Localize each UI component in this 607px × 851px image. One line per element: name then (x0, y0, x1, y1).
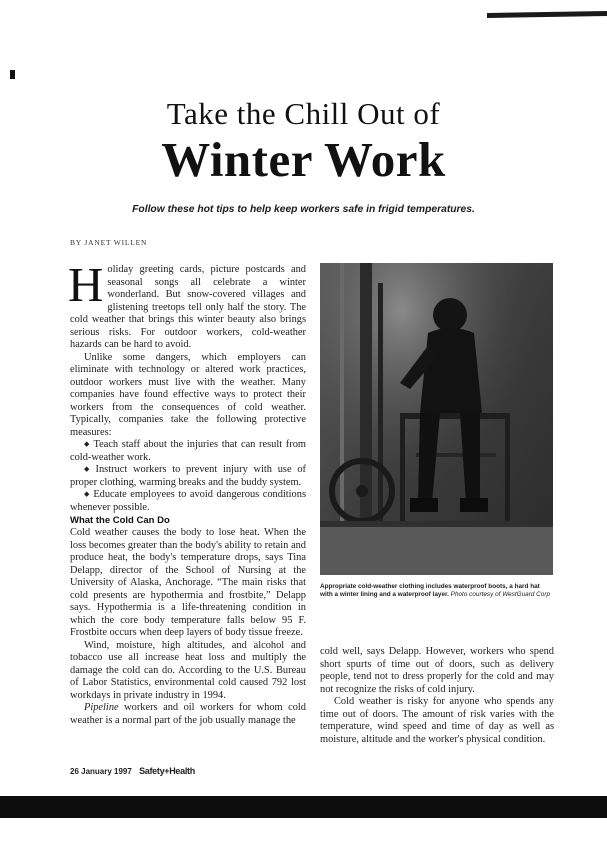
byline: BY JANET WILLEN (70, 238, 148, 247)
page-footer (70, 766, 195, 776)
right-column (320, 646, 554, 746)
article-photo (320, 263, 553, 575)
scan-mark (10, 70, 15, 79)
bullet-item: ◆ Teach staff about the injuries that can result from cold-weather work. (70, 439, 306, 464)
paragraph-5-italic: Pipeline (84, 702, 119, 713)
paragraph-3: Cold weather causes the body to lose heat. When the loss becomes greater than the body's ability to retain and produce heat, the body's temperature drops, says Tina Delapp, director of the School of Nursing at the University of Alaska, Anchorage. “The main risks that cold presents are hypothermia and frostbite,” Delapp says. Hypothermia is a life-threatening condition in which the core body temperature falls below 95 F. Frostbite occurs when deep layers of body tissue freeze. (70, 527, 306, 638)
photo-caption (320, 583, 554, 600)
bullet-item: ◆ Educate employees to avoid dangerous conditions whenever possible. (70, 489, 306, 514)
caption-credit: Photo courtesy of WestGuard Corp (448, 591, 551, 599)
title-line-2: Winter Work (161, 132, 446, 187)
bullet-item: ◆ Instruct workers to prevent injury with use of proper clothing, warming breaks and the buddy system. (70, 464, 306, 489)
scan-edge-top (0, 0, 607, 22)
left-column (68, 257, 307, 727)
paragraph-7: Cold weather is risky for anyone who spends any time out of doors. The amount of risk varies with the temperature, wind speed and time of day as well as moisture, altitude and the worker's physical condition. (320, 696, 554, 745)
paragraph-5-text: workers and oil workers for whom cold weather is a normal part of the job usually manage the (70, 702, 306, 726)
deck-subtitle: Follow these hot tips to help keep workers safe in frigid temperatures. (132, 204, 475, 215)
worker-photo-illustration (320, 263, 553, 575)
section-subhead: What the Cold Can Do (70, 515, 170, 526)
paragraph-5 (70, 702, 306, 727)
caption-bold: Appropriate cold-weather clothing includes waterproof boots, a hard hat with a winter lining and a waterproof layer. (320, 583, 540, 599)
paragraph-intro-text: oliday greeting cards, picture postcards and seasonal songs all celebrate a winter wonderland. But snow-covered villages and glistening treetops tell only half the story. The cold weather that brings this winter beauty also brings serious risks. For outdoor workers, cold-weather hazards can be hard to avoid. (70, 264, 306, 350)
paragraph-6: cold well, says Delapp. However, workers who spend short spurts of time out of doors, such as delivery people, tend not to dress properly for the cold and may not recognize the risks of cold injury. (320, 646, 554, 695)
paragraph-4: Wind, moisture, high altitudes, and alcohol and tobacco use all increase heat loss and multiply the damage the cold can do. According to the U.S. Bureau of Labor Statistics, environmental cold caused 792 lost workdays in private industry in 1994. (70, 639, 306, 701)
drop-cap: H (68, 257, 104, 312)
page-number-date: 26 January 1997 (70, 767, 132, 776)
paragraph-intro (68, 257, 306, 352)
title-line-1: Take the Chill Out of (166, 96, 441, 131)
magazine-name: Safety+Health (139, 766, 195, 776)
scan-edge-bottom (0, 796, 607, 818)
paragraph-2: Unlike some dangers, which employers can eliminate with technology or altered work practices, outdoor workers must live with the weather. Many companies have found effective ways to protect their workers from the consequences of cold weather. Typically, companies take the following protective measures: (70, 351, 306, 438)
